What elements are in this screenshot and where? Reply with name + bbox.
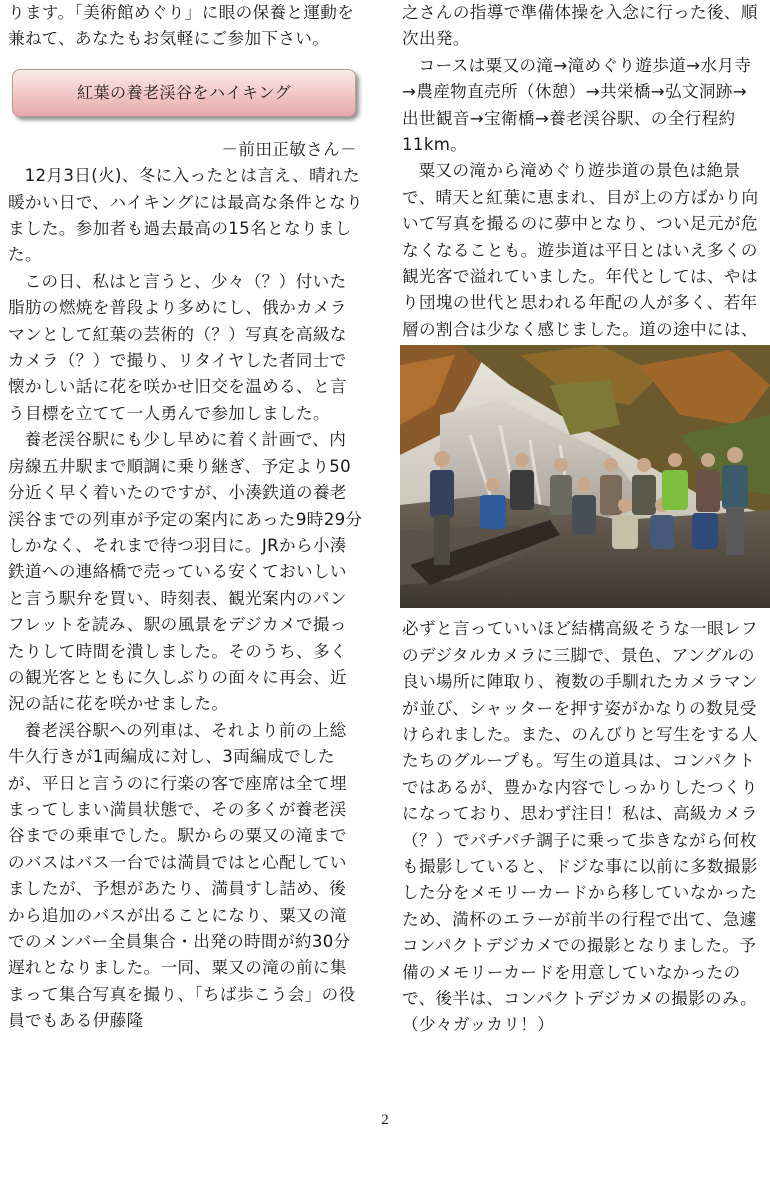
article-title-box xyxy=(12,69,356,117)
paragraph: 養老渓谷駅への列車は、それより前の上総牛久行きが1両編成に対し、3両編成でしたが、平日と言うのに行楽の客で座席は全て埋まってしまい満員状態で、その多くが養老渓谷までの乗車でした。駅からの粟又の滝までのバスはバス一台では満員ではと心配していましたが、予想があたり、満員すし詰め、後から追加のバスが出ることになり、粟又の滝でのメンバー全員集合・出発の時間が約30分遅れとなりました。一同、粟又の滝の前に集まって集合写真を撮り、「ちば歩こう会」の役員でもある伊藤隆 xyxy=(8,720,356,1031)
left-column xyxy=(8,0,363,1035)
page-number: 2 xyxy=(381,1112,389,1128)
course-paragraph: コースは粟又の滝→滝めぐり遊歩道→水月寺→農産物直売所（休憩）→共栄橋→弘文洞跡→出世観音→宝衛橋→養老渓谷駅、の全行程約11km。 xyxy=(402,55,752,155)
paragraph: 粟又の滝から滝めぐり遊歩道の景色は絶景で、晴天と紅葉に恵まれ、目が上の方ばかり向いて写真を撮るのに夢中となり、つい足元が危なくなることも。遊歩道は平日とはいえ多くの観光客で溢れていました。年代としては、やはり団塊の世代と思われる年配の人が多く、若年層の割合は少なく感じました。道の途中には、 xyxy=(402,161,759,339)
paragraph: 養老渓谷駅にも少し早めに着く計画で、内房線五井駅まで順調に乗り継ぎ、予定より50分近く早く着いたのですが、小湊鉄道の養老渓谷までの列車が予定の案内にあった9時29分しかなく、それまで待つ羽目に。JRから小湊鉄道への連絡橋で売っている安くておいしいと言う駅弁を買い、時刻表、観光案内のパンフレットを読み、駅の風景をデジカメで撮ったりして時間を潰しました。そのうち、多くの観光客とともに久しぶりの面々に再会、近況の話に花を咲かせました。 xyxy=(8,430,363,714)
lead-paragraph: ります。「美術館めぐり」に眼の保養と運動を兼ねて、あなたもお気軽にご参加下さい。 xyxy=(8,3,355,49)
article-title: 紅葉の養老渓谷をハイキング xyxy=(76,82,292,102)
paragraph: 12月3日(火)、冬に入ったとは言え、晴れた暖かい日で、ハイキングには最高な条件となりました。参加者も過去最高の15名となりました。 xyxy=(8,166,363,265)
group-photo xyxy=(400,345,770,608)
paragraph-continued: 之さんの指導で準備体操を入念に行った後、順次出発。 xyxy=(402,3,758,49)
paragraph: この日、私はと言うと、少々（？）付いた脂肪の燃焼を普段より多めにし、俄かカメラマンとして紅葉の芸術的（？）写真を高級なカメラ（？）で撮り、リタイヤした者同士で懐かしい話に花を咲かせ旧交を温める、と言う目標を立てて一人勇んで参加しました。 xyxy=(8,271,347,423)
paragraph: 必ずと言っていいほど結構高級そうな一眼レフのデジタルカメラに三脚で、景色、アングルの良い場所に陣取り、複数の手馴れたカメラマンが並び、シャッターを押す姿がかなりの数見受けられました。また、のんびりと写生をする人たちのグループも。写生の道具は、コンパクトではあるが、豊かな内容でしっかりしたつくりになっており、思わず注目！私は、高級カメラ（？）でパチパチ調子に乗って歩きながら何枚も撮影していると、ドジな事に以前に多数撮影した分をメモリーカードから移していなかったため、満杯のエラーが前半の行程で出て、急遽コンパクトデジカメでの撮影となりました。予備のメモリーカードを用意していなかったので、後半は、コンパクトデジカメの撮影のみ。（少々ガッカリ！） xyxy=(402,619,758,1035)
right-column xyxy=(402,0,762,1039)
author-line: －前田正敏さん－ xyxy=(221,139,357,159)
